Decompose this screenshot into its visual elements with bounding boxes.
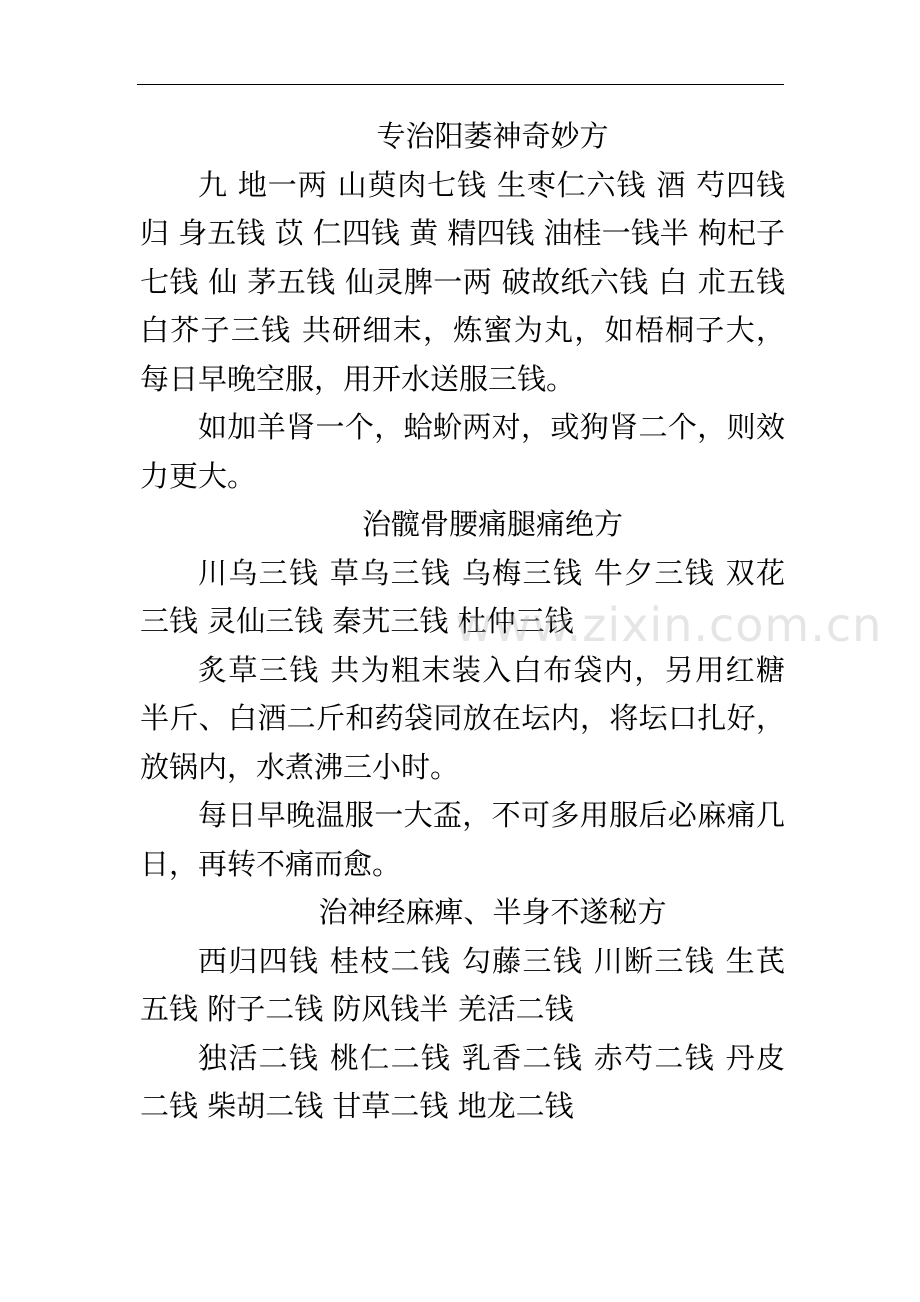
paragraph: 川乌三钱 草乌三钱 乌梅三钱 牛夕三钱 双花三钱 灵仙三钱 秦艽三钱 杜仲三钱	[140, 555, 785, 638]
paragraph: 炙草三钱 共为粗末装入白布袋内，另用红糖半斤、白酒二斤和药袋同放在坛内，将坛口扎好，放锅内，水煮沸三小时。	[140, 652, 785, 784]
paragraph: 九 地一两 山萸肉七钱 生枣仁六钱 酒 芍四钱 归 身五钱 苡 仁四钱 黄 精四钱 油桂一钱半 枸杞子七钱 仙 茅五钱 仙灵脾一两 破故纸六钱 白 朮五钱 白芥子三钱 共研细末，炼蜜为丸，如梧桐子大，每日早晚空服，用开水送服三钱。	[140, 167, 785, 396]
paragraph: 如加羊肾一个，蛤蚧两对，或狗肾二个，则效力更大。	[140, 410, 785, 493]
section-title: 治髋骨腰痛腿痛绝方	[361, 507, 623, 541]
section-yang-wei	[140, 112, 785, 500]
paragraph: 独活二钱 桃仁二钱 乳香二钱 赤芍二钱 丹皮二钱 柴胡二钱 甘草二钱 地龙二钱	[140, 1040, 785, 1123]
watermark: www.zixin.com.cn	[455, 598, 883, 652]
section-hip-back-leg-pain	[140, 500, 785, 888]
document-body	[140, 112, 785, 1131]
section-title: 专治阳萎神奇妙方	[376, 119, 609, 153]
header-rule	[137, 84, 784, 85]
section-nerve-paralysis	[140, 888, 785, 1131]
section-title: 治神经麻痺、半身不遂秘方	[318, 895, 667, 929]
paragraph: 每日早晚温服一大盃，不可多用服后必麻痛几日，再转不痛而愈。	[140, 798, 785, 881]
paragraph: 西归四钱 桂枝二钱 勾藤三钱 川断三钱 生芪五钱 附子二钱 防风钱半 羌活二钱	[140, 943, 785, 1026]
